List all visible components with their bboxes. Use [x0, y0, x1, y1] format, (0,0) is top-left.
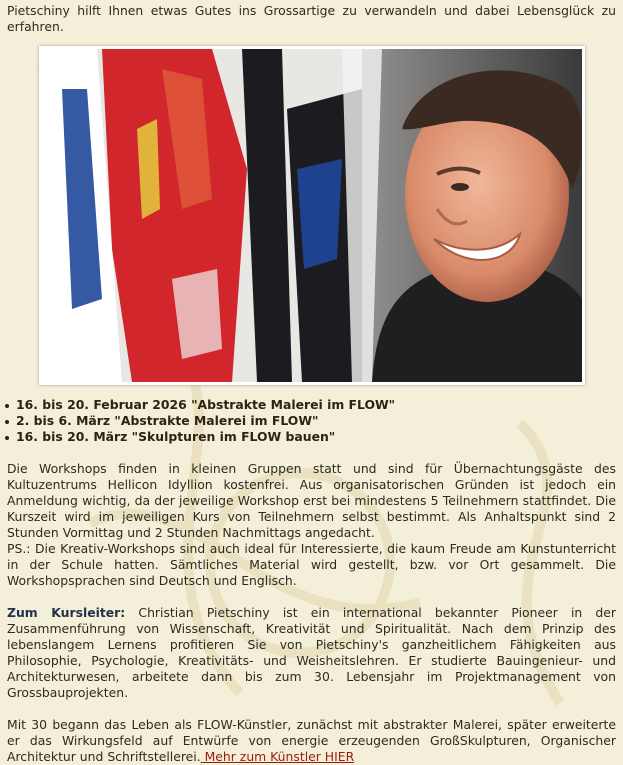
more-about-artist-link[interactable]: Mehr zum Künstler HIER: [200, 749, 355, 764]
event-list: [7, 397, 616, 445]
leader-label: Zum Kursleiter:: [7, 605, 126, 620]
event-item: 2. bis 6. März "Abstrakte Malerei im FLOW": [7, 413, 616, 429]
artist-photo: [39, 46, 585, 385]
closing-text: Mit 30 begann das Leben als FLOW-Künstler, zunächst mit abstrakter Malerei, später erweiterte er das Wirkungsfeld auf Entwürfe von energie erzeugenden GroßSkulpturen, Organischer Architektur und Schriftstellerei.: [7, 717, 616, 764]
closing-section: [7, 717, 616, 765]
ps-note: PS.: Die Kreativ-Workshops sind auch ideal für Interessierte, die kaum Freude am Kunstunterricht in der Schule hatten. Sämtliches Material wird gestellt, bzw. vor Ort gesammelt. Die Workshopsprachen sind Deutsch und Englisch.: [7, 541, 616, 588]
event-item: 16. bis 20. Februar 2026 "Abstrakte Malerei im FLOW": [7, 397, 616, 413]
workshops-description: Die Workshops finden in kleinen Gruppen statt und sind für Übernachtungsgäste des Kultuzentrums Hellicon Idyllion kostenfrei. Aus organisatorischen Gründen ist jedoch ein Anmeldung wichtig, da der jeweilige Workshop erst bei mindestens 5 Teilnehmern stattfindet. Die Kurszeit wird im jeweiligen Kurs von Teilnehmern selbst bestimmt. Als Anhaltspunkt sind 2 Stunden Vormittag und 2 Stunden Nachmittags angedacht.: [7, 461, 616, 540]
intro-text: Pietschiny hilft Ihnen etwas Gutes ins Grossartige zu verwandeln und dabei Lebensglück zu erfahren.: [7, 3, 616, 34]
main-content: [0, 3, 623, 765]
leader-section: [7, 605, 616, 701]
event-item: 16. bis 20. März "Skulpturen im FLOW bauen": [7, 429, 616, 445]
leader-text: Christian Pietschiny ist ein international bekannter Pioneer in der Zusammenführung von Wissenschaft, Kreativität und Spiritualität. Nach dem Prinzip des lebenslangem Lernens profitieren Sie von Pietschiny's ganzheitlichem Fähigkeiten aus Philosophie, Psychologie, Kreativitäts- und Weisheitslehren. Er studierte Bauingenieur- und Architekturwesen, arbeitete dann bis zum 30. Lebensjahr im Projektmanagement von Grossbauprojekten.: [7, 605, 616, 700]
artist-photo-image: [42, 49, 582, 382]
